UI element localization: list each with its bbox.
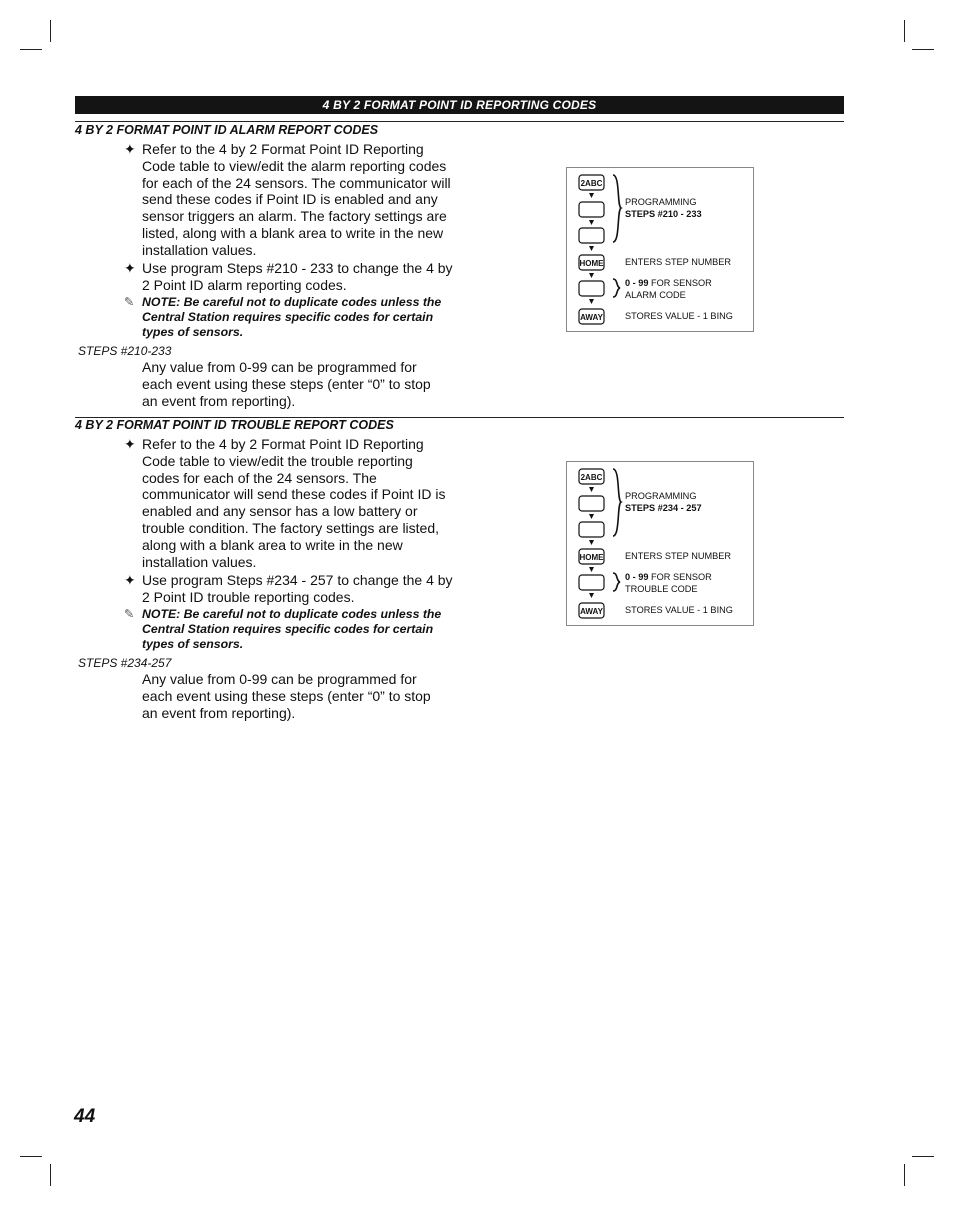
- alarm-bullet-1-text: Refer to the 4 by 2 Format Point ID Reporting Code table to view/edit the alarm reporting codes for each of the 24 sensors. The communicator will send these codes if Point ID is enabled and any sensor triggers an alarm. The factory settings are listed, along with a blank area to write in the new installation values.: [142, 141, 451, 258]
- alarm-bullet-2-text: Use program Steps #210 - 233 to change the 4 by 2 Point ID alarm reporting codes.: [142, 260, 453, 293]
- bullet-mark: ✦: [124, 572, 136, 588]
- alarm-keypad-diagram: [566, 167, 754, 332]
- crop-mark: [912, 49, 934, 50]
- crop-mark: [904, 20, 905, 42]
- crop-mark: [20, 1156, 42, 1157]
- crop-mark: [50, 1164, 51, 1186]
- page-number: 44: [74, 1106, 96, 1127]
- trouble-section-heading: 4 BY 2 FORMAT POINT ID TROUBLE REPORT CODES: [75, 418, 394, 432]
- trouble-steps-label: STEPS #234-257: [78, 656, 172, 670]
- trouble-bullet-1-text: Refer to the 4 by 2 Format Point ID Reporting Code table to view/edit the trouble reporting codes for each of the 24 sensors. The communicator will send these codes if Point ID is enabled and any sensor has a low battery or trouble condition. The factory settings are listed, along with a blank area to write in the new installation values.: [142, 436, 446, 570]
- diagram-enters-label: ENTERS STEP NUMBER: [625, 257, 732, 267]
- page-banner: 4 BY 2 FORMAT POINT ID REPORTING CODES: [75, 96, 844, 114]
- diagram-enters-label: ENTERS STEP NUMBER: [625, 551, 732, 561]
- diagram-range-label: 0 - 99 FOR SENSOR TROUBLE CODE: [625, 572, 712, 594]
- bullet-mark: ✦: [124, 260, 136, 276]
- trouble-note-text: NOTE: Be careful not to duplicate codes unless the Central Station requires specific codes for certain types of sensors.: [142, 607, 442, 651]
- alarm-steps-label: STEPS #210-233: [78, 344, 172, 358]
- diagram-programming-label: PROGRAMMING STEPS #234 - 257: [625, 491, 702, 513]
- crop-mark: [904, 1164, 905, 1186]
- crop-mark: [50, 20, 51, 42]
- bullet-mark: ✦: [124, 436, 136, 452]
- alarm-note-text: NOTE: Be careful not to duplicate codes unless the Central Station requires specific codes for certain types of sensors.: [142, 295, 442, 339]
- alarm-section-heading: 4 BY 2 FORMAT POINT ID ALARM REPORT CODES: [75, 123, 379, 137]
- diagram-stores-label: STORES VALUE - 1 BING: [625, 311, 733, 321]
- key-home-label: HOME: [579, 553, 604, 562]
- key-away-label: AWAY: [580, 313, 603, 322]
- keypad-sequence-graphic: [567, 168, 753, 331]
- crop-mark: [20, 49, 42, 50]
- diagram-range-label: 0 - 99 FOR SENSOR ALARM CODE: [625, 278, 712, 300]
- key-2abc-label: 2ABC: [580, 179, 603, 188]
- diagram-stores-label: STORES VALUE - 1 BING: [625, 605, 733, 615]
- pencil-icon: ✎: [124, 295, 135, 309]
- crop-mark: [912, 1156, 934, 1157]
- bullet-mark: ✦: [124, 141, 136, 157]
- key-home-label: HOME: [579, 259, 604, 268]
- keypad-sequence-graphic: [567, 462, 753, 625]
- trouble-bullet-2-text: Use program Steps #234 - 257 to change the 4 by 2 Point ID trouble reporting codes.: [142, 572, 453, 605]
- diagram-programming-label: PROGRAMMING STEPS #210 - 233: [625, 197, 702, 219]
- banner-rule: [75, 121, 844, 122]
- key-2abc-label: 2ABC: [580, 473, 603, 482]
- trouble-keypad-diagram: [566, 461, 754, 626]
- pencil-icon: ✎: [124, 607, 135, 621]
- alarm-steps-text: Any value from 0-99 can be programmed for each event using these steps (enter “0” to stop an event from reporting).: [142, 359, 431, 409]
- trouble-steps-text: Any value from 0-99 can be programmed for each event using these steps (enter “0” to stop an event from reporting).: [142, 671, 431, 721]
- key-away-label: AWAY: [580, 607, 603, 616]
